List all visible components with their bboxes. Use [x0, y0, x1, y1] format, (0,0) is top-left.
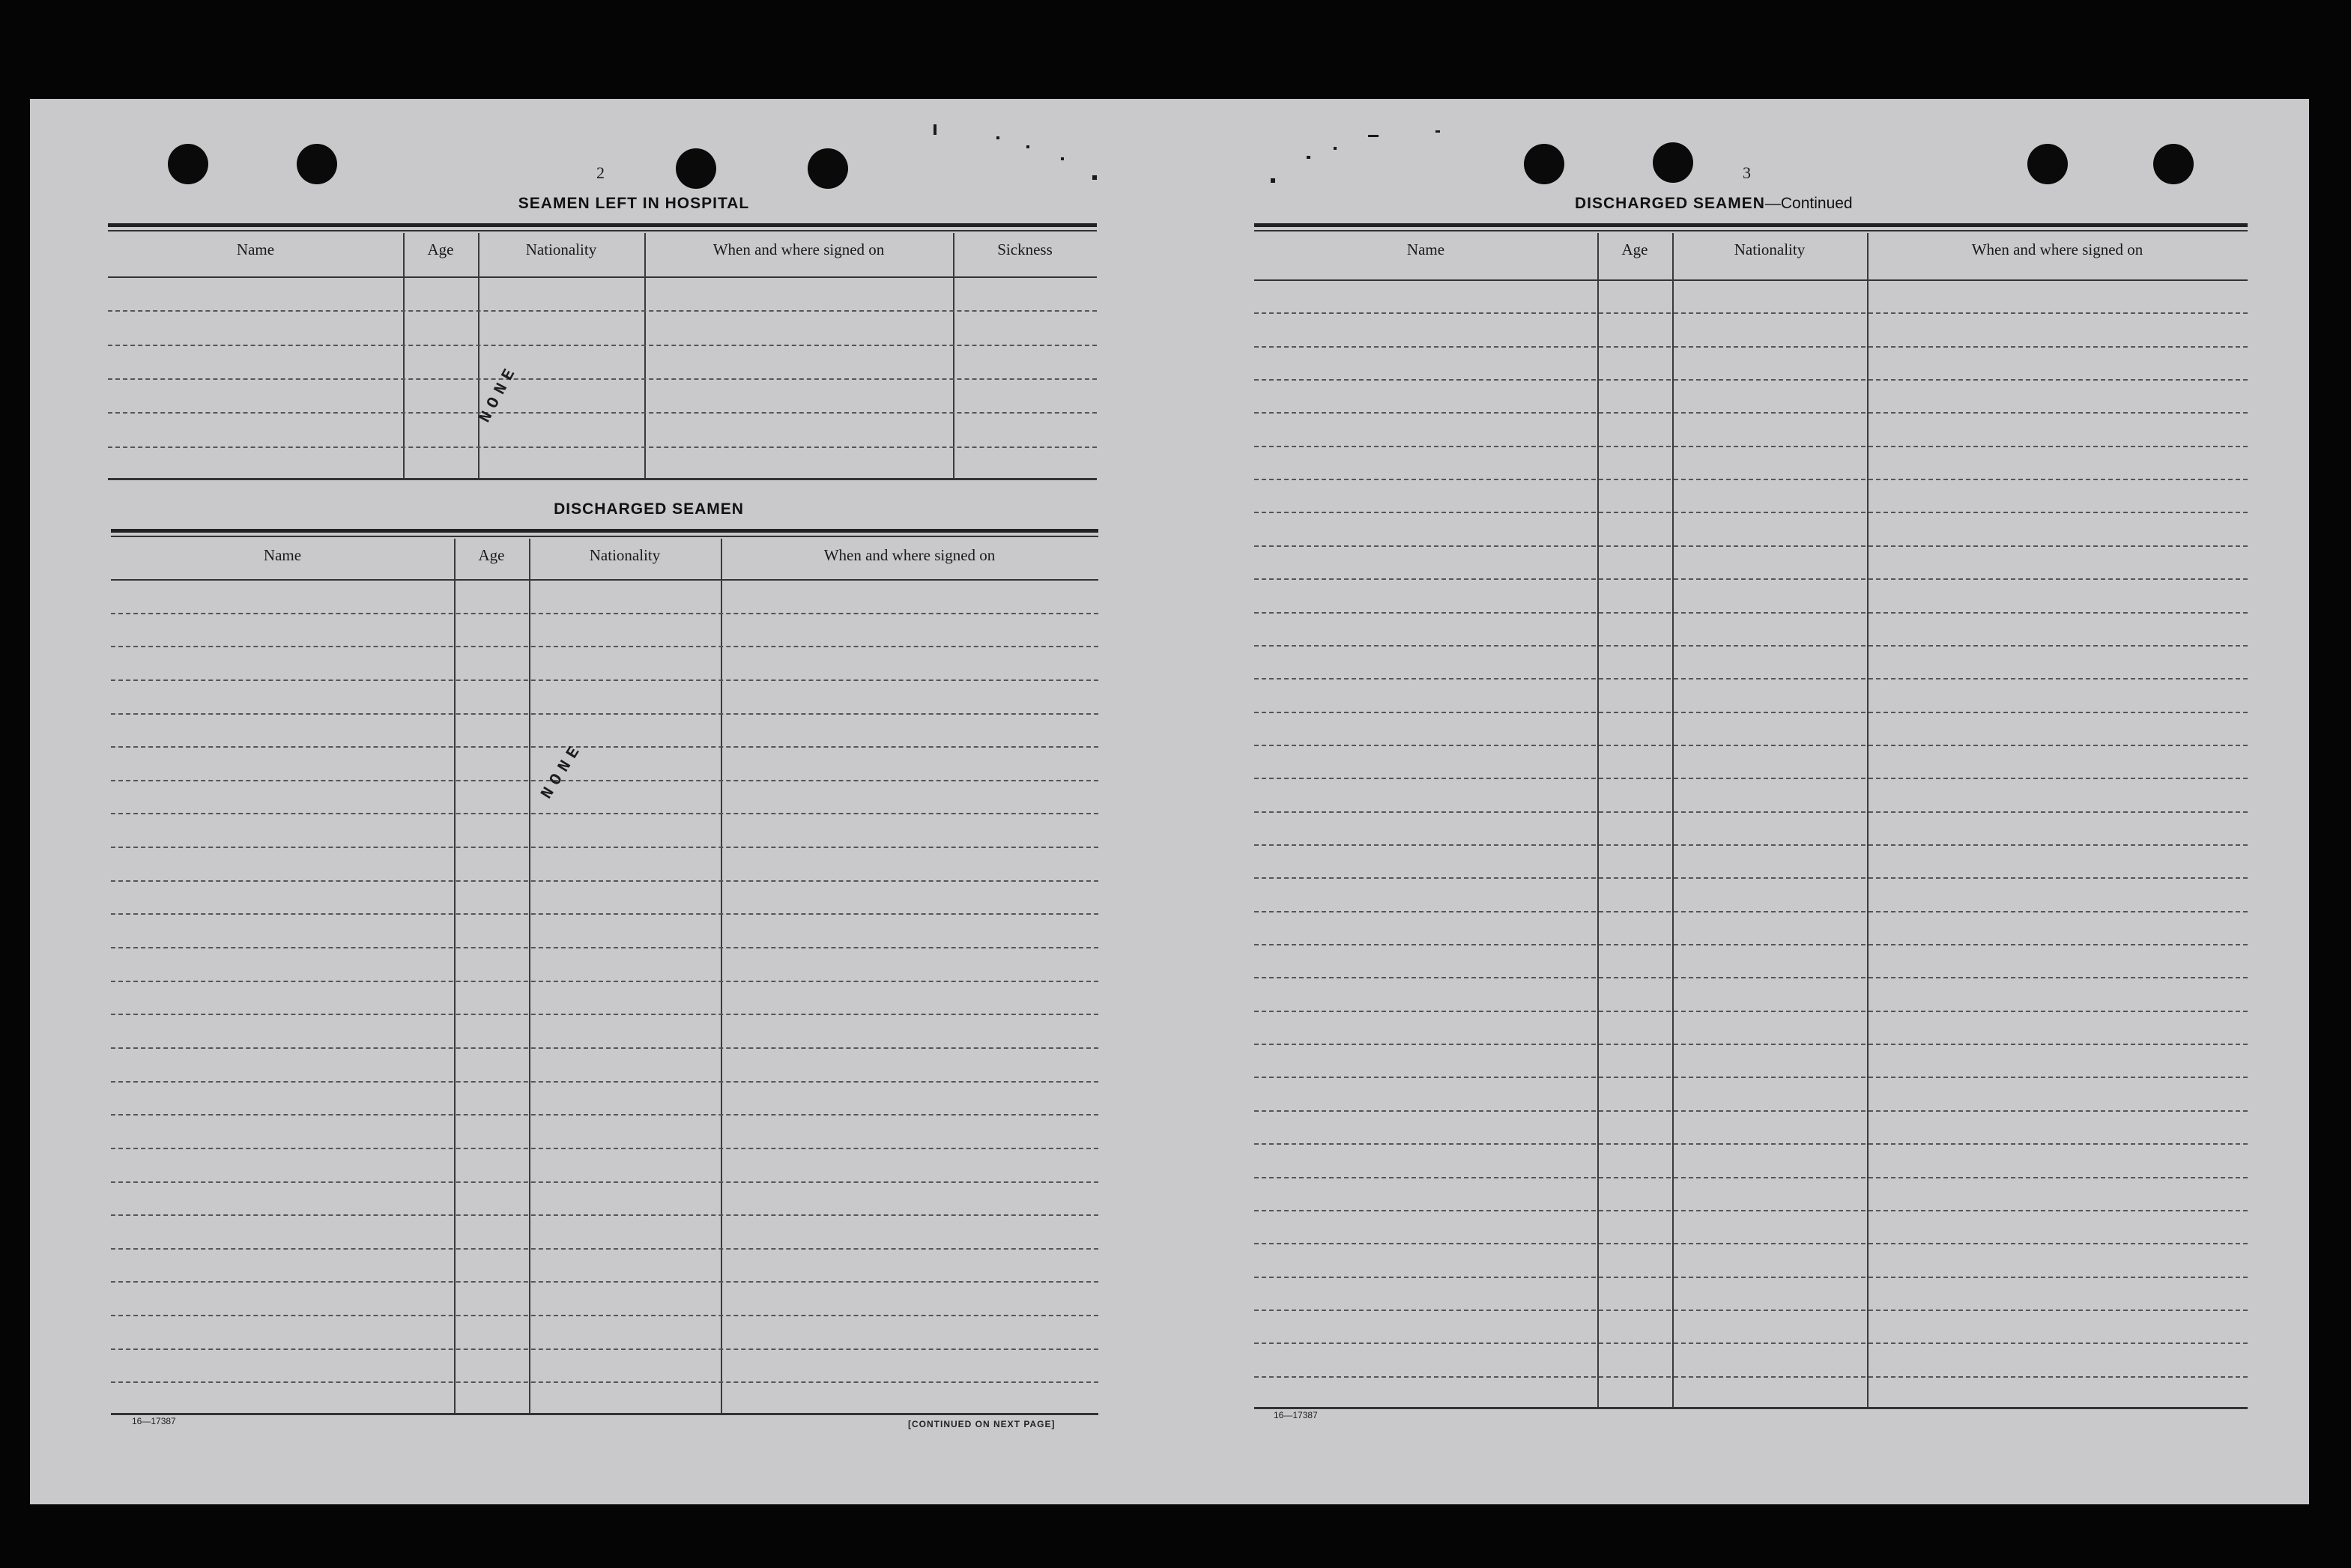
ruled-row-line: [111, 1381, 1098, 1383]
ruled-row-line: [111, 880, 1098, 882]
none-stamp-discharged: NONE: [537, 738, 587, 803]
ink-mark: [1334, 147, 1337, 150]
ruled-row-line: [111, 1114, 1098, 1116]
discharged-section-title: DISCHARGED SEAMEN: [554, 500, 744, 518]
col-header-nationality: Nationality: [589, 546, 661, 564]
ledger-bottom-rule: [108, 478, 1097, 480]
ruled-row-line: [1254, 678, 2248, 679]
page-number-left: 2: [596, 163, 605, 182]
ruled-row-line: [111, 780, 1098, 781]
ruled-row-line: [111, 813, 1098, 814]
ruled-row-line: [111, 1281, 1098, 1283]
continued-title-suffix: —Continued: [1764, 195, 1853, 212]
ruled-row-line: [111, 1248, 1098, 1250]
ruled-row-line: [111, 646, 1098, 647]
punch-hole: [2153, 144, 2194, 184]
ruled-row-line: [1254, 479, 2248, 480]
hospital-ledger: [108, 223, 1097, 480]
ruled-row-line: [1254, 911, 2248, 912]
punch-hole: [168, 144, 208, 184]
ruled-row-line: [1254, 1343, 2248, 1344]
punch-hole: [676, 148, 716, 189]
col-header-nationality: Nationality: [1734, 240, 1806, 258]
ruled-row-line: [1254, 578, 2248, 580]
page-number-right: 3: [1743, 163, 1751, 182]
continued-title-main: DISCHARGED SEAMEN: [1575, 195, 1765, 212]
ruled-row-line: [108, 378, 1097, 380]
ruled-row-line: [108, 412, 1097, 414]
discharged-ledger: [111, 529, 1098, 1415]
continued-row-lines: [1254, 279, 2248, 1409]
discharged-continued-ledger: [1254, 223, 2248, 1409]
ruled-row-line: [1254, 645, 2248, 647]
ruled-row-line: [1254, 512, 2248, 513]
col-header-signed-on: When and where signed on: [712, 240, 885, 258]
ruled-row-line: [108, 447, 1097, 448]
ruled-row-line: [108, 310, 1097, 312]
ruled-row-line: [1254, 1243, 2248, 1244]
ruled-row-line: [1254, 1011, 2248, 1012]
col-header-sickness: Sickness: [997, 240, 1053, 258]
punch-hole: [1653, 142, 1693, 183]
ruled-row-line: [1254, 1110, 2248, 1112]
ink-mark: [1271, 178, 1275, 183]
ruled-row-line: [1254, 545, 2248, 547]
ink-mark: [1061, 157, 1064, 160]
ruled-row-line: [111, 1214, 1098, 1216]
ruled-row-line: [1254, 412, 2248, 414]
ruled-row-line: [1254, 379, 2248, 381]
ruled-row-line: [111, 947, 1098, 948]
punch-hole: [1524, 144, 1564, 184]
ruled-row-line: [111, 1047, 1098, 1049]
col-header-name: Name: [1406, 240, 1445, 258]
ruled-row-line: [111, 913, 1098, 915]
discharged-row-lines: [111, 579, 1098, 1415]
ruled-row-line: [111, 679, 1098, 681]
continued-note: [CONTINUED ON NEXT PAGE]: [908, 1419, 1056, 1429]
col-header-name: Name: [236, 240, 275, 258]
ruled-row-line: [1254, 778, 2248, 779]
ruled-row-line: [1254, 877, 2248, 879]
punch-hole: [297, 144, 337, 184]
continued-section-title: [1575, 195, 1853, 213]
none-stamp-hospital: NONE: [475, 360, 522, 426]
ink-mark: [996, 136, 999, 139]
ruled-row-line: [108, 345, 1097, 346]
ruled-row-line: [1254, 745, 2248, 746]
hospital-section-title: SEAMEN LEFT IN HOSPITAL: [518, 195, 750, 212]
ruled-row-line: [111, 1181, 1098, 1183]
ruled-row-line: [1254, 446, 2248, 447]
ruled-row-line: [1254, 1310, 2248, 1311]
ruled-row-line: [111, 1148, 1098, 1149]
ink-mark: [1368, 135, 1379, 137]
punch-hole: [808, 148, 848, 189]
col-header-signed-on: When and where signed on: [1971, 240, 2143, 258]
ruled-row-line: [1254, 811, 2248, 813]
ruled-row-line: [1254, 1376, 2248, 1378]
ruled-row-line: [111, 1348, 1098, 1350]
ruled-row-line: [1254, 312, 2248, 314]
ledger-bottom-rule: [1254, 1407, 2248, 1409]
ruled-row-line: [1254, 712, 2248, 713]
ruled-row-line: [1254, 1044, 2248, 1045]
ruled-row-line: [1254, 1143, 2248, 1145]
ruled-row-line: [1254, 844, 2248, 846]
ink-mark: [1435, 130, 1440, 133]
ruled-row-line: [1254, 977, 2248, 978]
ruled-row-line: [111, 981, 1098, 982]
col-header-age: Age: [478, 546, 505, 564]
ruled-row-line: [111, 613, 1098, 614]
ink-mark: [934, 124, 937, 135]
ledger-bottom-rule: [111, 1413, 1098, 1415]
col-header-age: Age: [1621, 240, 1648, 258]
ruled-row-line: [1254, 944, 2248, 945]
form-number-left: 16—17387: [132, 1416, 176, 1426]
ruled-row-line: [1254, 1277, 2248, 1278]
ruled-row-line: [111, 746, 1098, 748]
ruled-row-line: [111, 1081, 1098, 1083]
ruled-row-line: [1254, 1077, 2248, 1078]
ruled-row-line: [111, 1014, 1098, 1015]
document-sheet: [30, 99, 2309, 1504]
col-header-name: Name: [263, 546, 302, 564]
ruled-row-line: [1254, 346, 2248, 348]
punch-hole: [2027, 144, 2068, 184]
form-number-right: 16—17387: [1274, 1410, 1318, 1420]
col-header-signed-on: When and where signed on: [823, 546, 996, 564]
ruled-row-line: [1254, 1210, 2248, 1211]
hospital-row-lines: [108, 276, 1097, 480]
col-header-age: Age: [427, 240, 454, 258]
ruled-row-line: [111, 847, 1098, 848]
ruled-row-line: [111, 713, 1098, 715]
col-header-nationality: Nationality: [525, 240, 597, 258]
ink-mark: [1092, 175, 1097, 180]
ruled-row-line: [1254, 612, 2248, 614]
ink-mark: [1026, 145, 1029, 148]
ruled-row-line: [1254, 1177, 2248, 1178]
ink-mark: [1307, 156, 1310, 159]
ruled-row-line: [111, 1315, 1098, 1316]
